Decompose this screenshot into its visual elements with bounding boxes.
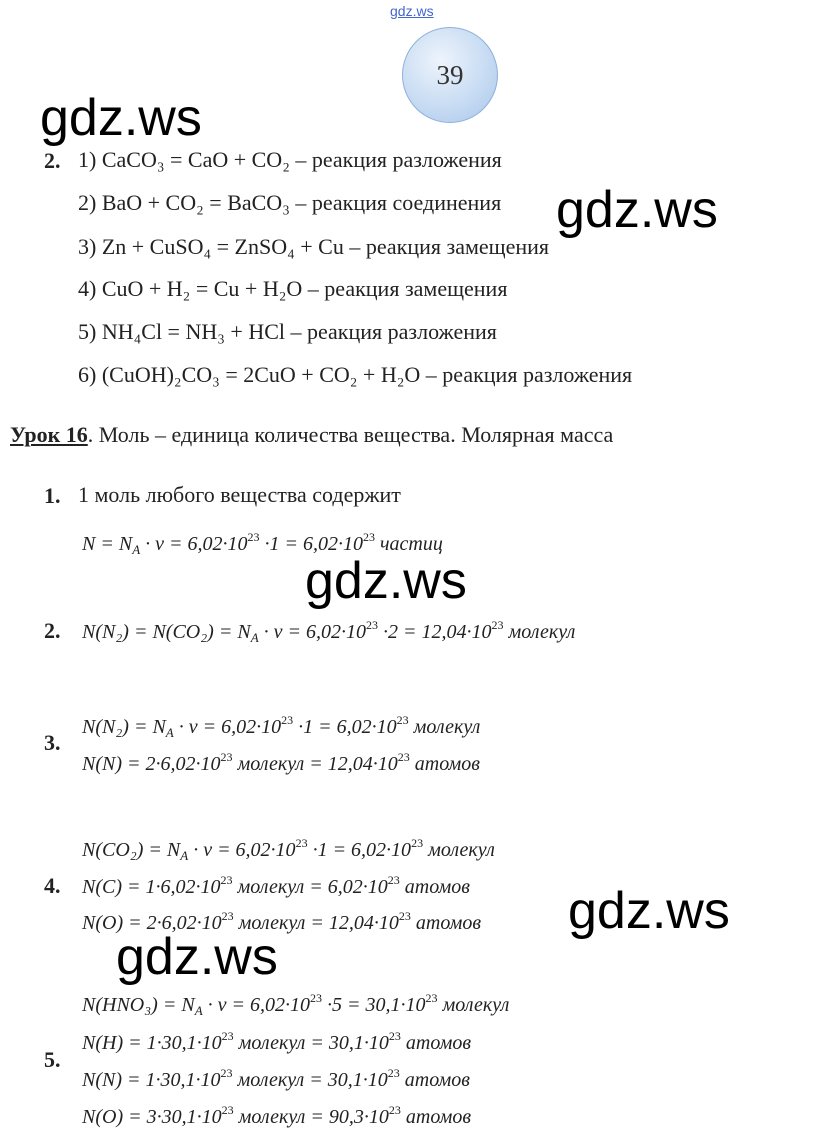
- formula: $N(H) = 1\cdot 30,1\cdot 10^{23}$ молекул = $30,1\cdot 10^{23}$ атомов: [82, 1029, 472, 1054]
- site-link[interactable]: gdz.ws: [390, 3, 434, 19]
- formula: $N(O) = 3\cdot 30,1\cdot 10^{23}$ молекул = $90,3\cdot 10^{23}$ атомов: [82, 1103, 472, 1128]
- reaction-line: 1) CaCO₃ = CaO + CO₂ – реакция разложения: [78, 147, 502, 172]
- reaction-line: 3) Zn + CuSO₄ = ZnSO₄ + Cu – реакция замещения: [78, 234, 550, 259]
- reaction-line: 2) BaO + CO₂ = BaCO₃ – реакция соединения: [78, 190, 502, 215]
- formula: $N(C) = 1\cdot 6,02\cdot 10^{23}$ молекул = $6,02\cdot 10^{23}$ атомов: [82, 873, 470, 898]
- task-number: 1.: [44, 483, 61, 508]
- formula: $N(CO_2) = N_A \cdot \nu = 6,02\cdot 10^{23} \cdot 1 = 6,02\cdot 10^{23}$ молекул: [82, 836, 495, 863]
- task-number: 4.: [44, 873, 61, 898]
- page-number: 39: [436, 60, 464, 90]
- task-number: 3.: [44, 730, 61, 755]
- formula: $N(O) = 2\cdot 6,02\cdot 10^{23}$ молекул = $12,04\cdot 10^{23}$ атомов: [82, 909, 482, 934]
- formula: $N(N) = 2\cdot 6,02\cdot 10^{23}$ молекул = $12,04\cdot 10^{23}$ атомов: [82, 750, 480, 775]
- task-number: 2.: [44, 618, 61, 643]
- formula: $N(N_2) = N_A \cdot \nu = 6,02\cdot 10^{23} \cdot 1 = 6,02\cdot 10^{23}$ молекул: [82, 713, 481, 740]
- formula: $N(N) = 1\cdot 30,1\cdot 10^{23}$ молекул = $30,1\cdot 10^{23}$ атомов: [82, 1066, 470, 1091]
- lesson-heading: [10, 422, 613, 448]
- lesson-title: . Моль – единица количества вещества. Молярная масса: [87, 422, 614, 447]
- formula: $N(N_2) = N(CO_2) = N_A \cdot \nu = 6,02\cdot 10^{23} \cdot 2 = 12,04\cdot 10^{23}$ молекул: [82, 618, 576, 645]
- watermark: gdz.ws: [568, 882, 730, 940]
- formula: $N = N_A \cdot \nu = 6,02\cdot 10^{23} \cdot 1 = 6,02\cdot 10^{23}$ частиц: [82, 530, 443, 557]
- page-number-badge: [402, 27, 498, 123]
- task-number: 2.: [44, 148, 61, 173]
- watermark: gdz.ws: [40, 89, 202, 147]
- reaction-line: 6) (CuOH)₂CO₃ = 2CuO + CO₂ + H₂O – реакция разложения: [78, 362, 633, 387]
- task-number: 5.: [44, 1047, 61, 1072]
- reaction-line: 5) NH₄Cl = NH₃ + HCl – реакция разложения: [78, 319, 497, 344]
- reaction-line: 4) CuO + H₂ = Cu + H₂O – реакция замещения: [78, 276, 508, 301]
- task-text: 1 моль любого вещества содержит: [78, 482, 401, 507]
- lesson-label: Урок 16: [10, 422, 88, 447]
- watermark: gdz.ws: [556, 181, 718, 239]
- formula: $N(HNO_3) = N_A \cdot \nu = 6,02\cdot 10^{23} \cdot 5 = 30,1\cdot 10^{23}$ молекул: [82, 991, 510, 1018]
- watermark: gdz.ws: [116, 928, 278, 986]
- watermark: gdz.ws: [305, 552, 467, 610]
